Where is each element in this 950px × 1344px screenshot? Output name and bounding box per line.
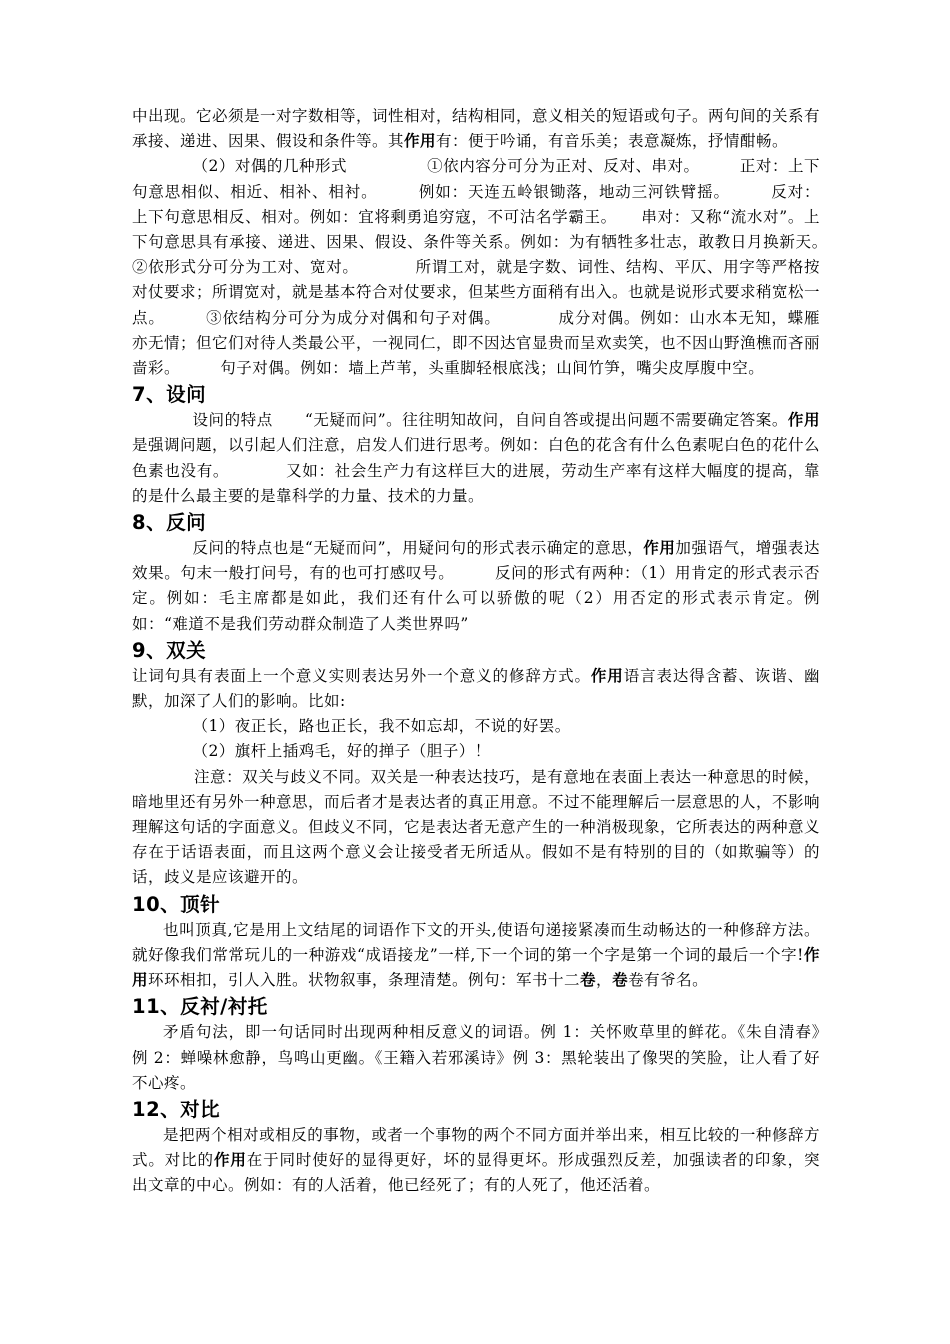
- paragraph-text: 加强语气，增强表达效果。句末一般打问号，有的也可打感叹号。 反问的形式有两种：（1）用肯定的形式表示否定。例如：毛主席都是如此，我们还有什么可以骄傲的呢（2）用否定的形式表示肯定。例如：“难道不是我们劳动群众制造了人类世界吗”: [132, 539, 820, 633]
- section-heading-dingzhen: 10、顶针: [132, 892, 221, 916]
- shuangguan-paragraph: [132, 664, 820, 714]
- bold-term: 卷: [580, 971, 597, 990]
- section-heading-fanchen: 11、反衬/衬托: [132, 995, 268, 1019]
- bold-term: 作用: [213, 1151, 247, 1170]
- shuangguan-note: 注意：双关与歧义不同。双关是一种表达技巧，是有意地在表面上表达一种意思的时候，暗地里还有另外一种意思，而后者才是表达者的真正用意。不过不能理解后一层意思的人，不影响理解这句话的字面意义。但歧义不同，它是表达者无意产生的一种消极现象，它所表达的两种意义存在于话语表面，而且这两个意义会让接受者无所适从。假如不是有特别的目的（如欺骗等）的话，歧义是应该避开的。: [132, 767, 821, 887]
- fanchen-paragraph: 矛盾句法，即一句话同时出现两种相反意义的词语。例 1：关怀败草里的鲜花。《朱自清春》 例 2：蝉噪林愈静，鸟鸣山更幽。《王籍入若邪溪诗》例 3：黑轮装出了像哭的笑脸，让人看了好不心疼。: [132, 1023, 837, 1092]
- paragraph-text: 语言表达得含蓄、诙谐、幽默，加深了人们的影响。比如:: [132, 666, 820, 711]
- section-heading-shuangguan: 9、双关: [132, 638, 207, 662]
- paragraph-text: 是强调问题，以引起人们注意，启发人们进行思考。例如：白色的花含有什么色素呢白色的花什么色素也没有。 又如：社会生产力有这样巨大的进展，劳动生产率有这样大幅度的提高，靠的是什么最主要的是靠科学的力量、技术的力量。: [132, 436, 821, 505]
- paragraph-text: 是把两个相对或相反的事物，或者一个事物的两个不同方面并举出来，相互比较的一种修辞方式。对比的: [132, 1125, 820, 1170]
- dingzhen-paragraph: [132, 918, 820, 994]
- paragraph-text: 环环相扣，引人入胜。状物叙事，条理清楚。例句：军书十二: [148, 971, 581, 990]
- bold-term: 作用: [643, 539, 676, 558]
- paragraph-text: 设问的特点 “无疑而问”。往往明知故问，自问自答或提出问题不需要确定答案。: [192, 411, 788, 430]
- paragraph-text: 让词句具有表面上一个意义实则表达另外一个意义的修辞方式。: [132, 666, 591, 685]
- paragraph-text: 卷有爷名。: [628, 971, 709, 990]
- bold-term: 卷: [612, 971, 629, 990]
- paragraph-text: ，: [596, 971, 613, 990]
- section-heading-fanwen: 8、反问: [132, 511, 207, 535]
- bold-term: 作用: [404, 132, 437, 151]
- duiou-forms-paragraph: （2）对偶的几种形式 ①依内容分可分为正对、反对、串对。 正对：上下句意思相似、相近、相补、相衬。 例如：天连五岭银锄落，地动三河铁臂摇。 反对：上下句意思相反、相对。例如：宜将剩勇追穷寇，不可沽名学霸王。 串对：又称“流水对”。上下句意思具有承接、递进、因果、假设、条件等关系。例如：为有牺牲多壮志，敢教日月换新天。 ②依形式分可分为工对、宽对。 所谓工对，就是字数、词性、结构、平仄、用字等严格按对仗要求；所谓宽对，就是基本符合对仗要求，但某些方面稍有出入。也就是说形式要求稍宽松一点。 ③依结构分可分为成分对偶和句子对偶。 成分对偶。例如：山水本无知，蝶雁亦无情；但它们对待人类最公平，一视同仁，即不因达官显贵而呈欢卖笑，也不因山野渔樵而吝丽啬彩。 句子对偶。例如：墙上芦苇，头重脚轻根底浅；山间竹笋，嘴尖皮厚腹中空。: [132, 157, 885, 378]
- intro-paragraph: [132, 104, 820, 154]
- paragraph-text: 也叫顶真,它是用上文结尾的词语作下文的开头,使语句递接紧凑而生动畅达的一种修辞方法。就好像我们常常玩儿的一种游戏“成语接龙”一样,下一个词的第一个字是第一个词的最后一个字!: [132, 920, 820, 964]
- bold-term: 作用: [787, 411, 820, 430]
- shewen-paragraph: [132, 408, 820, 509]
- shuangguan-example-2: （2）旗杆上插鸡毛，好的掸子（胆子）！: [192, 742, 491, 761]
- section-heading-duibi: 12、对比: [132, 1097, 221, 1121]
- paragraph-text: 中出现。它必须是一对字数相等，词性相对，结构相同，意义相关的短语或句子。两句间的关系有承接、递进、因果、假设和条件等。其: [132, 107, 821, 151]
- paragraph-text: 反问的特点也是“无疑而问”，用疑问句的形式表示确定的意思，: [192, 539, 644, 558]
- paragraph-text: 有：便于吟诵，有音乐美；表意凝炼，抒情酣畅。: [436, 132, 789, 151]
- shuangguan-example-1: （1）夜正长，路也正长，我不如忘却，不说的好罢。: [192, 717, 571, 736]
- fanwen-paragraph: [132, 536, 820, 637]
- document-page: [132, 104, 885, 1199]
- duibi-paragraph: [132, 1123, 820, 1199]
- bold-term: 作用: [590, 666, 624, 685]
- paragraph-text: 在于同时使好的显得更好，坏的显得更坏。形成强烈反差，加强读者的印象，突出文章的中心。例如：有的人活着，他已经死了；有的人死了，他还活着。: [132, 1151, 820, 1195]
- bold-term: 作用: [132, 945, 820, 990]
- section-heading-shewen: 7、设问: [132, 383, 207, 407]
